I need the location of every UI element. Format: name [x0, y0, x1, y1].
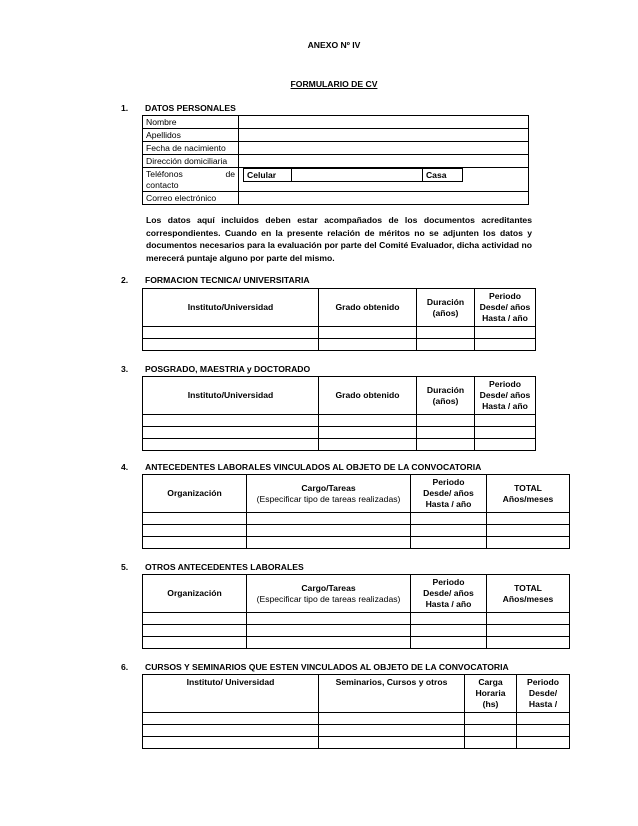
col-duration-line: (años) [432, 395, 459, 406]
table-cell[interactable] [475, 439, 536, 451]
technical-table [142, 288, 536, 351]
table-cell[interactable] [487, 537, 570, 549]
table-cell[interactable] [319, 327, 417, 339]
col-duration-line: (años) [432, 307, 459, 318]
col-period-line: Periodo [432, 577, 465, 587]
table-cell[interactable] [319, 339, 417, 351]
col-period-line: Desde/ años [423, 588, 474, 598]
phones-label-part: de [225, 169, 235, 179]
table-cell[interactable] [411, 613, 487, 625]
table-cell[interactable] [247, 613, 411, 625]
row-label-address: Dirección domiciliaria [143, 155, 239, 168]
table-cell[interactable] [143, 525, 247, 537]
table-cell[interactable] [319, 713, 465, 725]
col-period-line: Hasta / año [482, 313, 528, 323]
section-number: 2. [121, 275, 129, 285]
section-title: OTROS ANTECEDENTES LABORALES [145, 562, 304, 572]
table-cell[interactable] [411, 513, 487, 525]
table-cell[interactable] [465, 713, 517, 725]
form-title: FORMULARIO DE CV [290, 79, 378, 89]
table-cell[interactable] [411, 525, 487, 537]
section-technical-heading [121, 275, 310, 285]
table-cell[interactable] [247, 537, 411, 549]
col-institution: Instituto/ Universidad [143, 675, 319, 713]
table-cell[interactable] [319, 737, 465, 749]
table-cell[interactable] [465, 725, 517, 737]
table-cell[interactable] [417, 327, 475, 339]
col-period-line: Hasta / año [425, 499, 472, 509]
table-cell[interactable] [143, 713, 319, 725]
col-role-line: (Especificar tipo de tareas realizadas) [256, 593, 401, 604]
table-cell[interactable] [143, 415, 319, 427]
row-label-birthdate: Fecha de nacimiento [143, 142, 239, 155]
section-title: ANTECEDENTES LABORALES VINCULADOS AL OBJETO DE LA CONVOCATORIA [145, 462, 482, 472]
table-cell[interactable] [417, 339, 475, 351]
col-role [247, 475, 411, 513]
col-period [411, 575, 487, 613]
work-related-table [142, 474, 570, 549]
col-period-line: Desde/ [528, 688, 558, 698]
courses-table [142, 674, 570, 749]
table-cell[interactable] [247, 525, 411, 537]
birthdate-field[interactable] [239, 142, 529, 155]
row-label-phones [143, 168, 239, 192]
section-title: POSGRADO, MAESTRIA y DOCTORADO [145, 364, 311, 374]
table-cell[interactable] [487, 525, 570, 537]
col-total-line: TOTAL [514, 582, 542, 593]
table-cell[interactable] [143, 613, 247, 625]
col-period-line: Desde/ años [479, 302, 531, 312]
col-institution: Instituto/Universidad [143, 377, 319, 415]
section-number: 3. [121, 364, 129, 374]
table-cell[interactable] [143, 327, 319, 339]
col-period-line: Desde/ años [479, 390, 531, 400]
table-cell[interactable] [319, 427, 417, 439]
table-cell[interactable] [143, 725, 319, 737]
section-title: DATOS PERSONALES [145, 103, 236, 113]
col-period-line: Periodo [527, 677, 559, 687]
col-period-line: Periodo [432, 477, 465, 487]
col-degree: Grado obtenido [319, 377, 417, 415]
table-cell[interactable] [319, 439, 417, 451]
row-label-surname: Apellidos [143, 129, 239, 142]
col-period-line: Periodo [489, 291, 521, 301]
col-total-line: Años/meses [502, 593, 554, 604]
table-cell[interactable] [247, 513, 411, 525]
table-cell[interactable] [143, 537, 247, 549]
table-cell[interactable] [143, 513, 247, 525]
annex-title: ANEXO Nº IV [307, 40, 361, 50]
col-organization: Organización [143, 475, 247, 513]
section-number: 6. [121, 662, 129, 672]
section-number: 5. [121, 562, 129, 572]
col-period [475, 289, 536, 327]
col-duration-line: Duración [426, 384, 465, 395]
col-period-line: Desde/ años [423, 488, 474, 498]
table-cell[interactable] [143, 439, 319, 451]
table-cell[interactable] [143, 637, 247, 649]
mobile-label: Celular [244, 169, 292, 182]
col-duration [417, 289, 475, 327]
table-cell[interactable] [143, 737, 319, 749]
table-cell[interactable] [247, 625, 411, 637]
col-period-line: Hasta / año [425, 599, 472, 609]
table-cell[interactable] [143, 339, 319, 351]
phones-label-part: Teléfonos [146, 169, 183, 179]
col-hours-line: (hs) [482, 699, 499, 709]
section-work-other-heading [121, 562, 304, 572]
surname-field[interactable] [239, 129, 529, 142]
email-field[interactable] [239, 192, 529, 205]
table-cell[interactable] [411, 637, 487, 649]
section-title: FORMACION TECNICA/ UNIVERSITARIA [145, 275, 310, 285]
table-cell[interactable] [487, 625, 570, 637]
table-cell[interactable] [517, 725, 570, 737]
table-cell[interactable] [417, 415, 475, 427]
col-total-line: TOTAL [514, 482, 542, 493]
col-period-line: Hasta / año [482, 401, 528, 411]
table-cell[interactable] [475, 427, 536, 439]
table-cell[interactable] [319, 415, 417, 427]
section-number: 4. [121, 462, 129, 472]
table-cell[interactable] [475, 339, 536, 351]
col-period [475, 377, 536, 415]
col-duration-line: Duración [426, 296, 465, 307]
col-period-line: Hasta / [528, 699, 558, 709]
table-cell[interactable] [475, 415, 536, 427]
table-cell[interactable] [417, 439, 475, 451]
personal-data-table [142, 115, 529, 205]
col-hours-line: Horaria [475, 688, 506, 698]
col-role-line: (Especificar tipo de tareas realizadas) [256, 493, 401, 504]
table-cell[interactable] [487, 637, 570, 649]
address-field[interactable] [239, 155, 529, 168]
col-institution: Instituto/Universidad [143, 289, 319, 327]
home-label: Casa [422, 169, 462, 182]
section-number: 1. [121, 103, 129, 113]
col-hours-line: Carga [478, 677, 503, 687]
table-cell[interactable] [487, 613, 570, 625]
col-period [411, 475, 487, 513]
table-cell[interactable] [517, 713, 570, 725]
col-role [247, 575, 411, 613]
section-personal-heading [121, 103, 236, 113]
row-label-name: Nombre [143, 116, 239, 129]
table-cell[interactable] [465, 737, 517, 749]
table-cell[interactable] [517, 737, 570, 749]
col-duration [417, 377, 475, 415]
table-cell[interactable] [319, 725, 465, 737]
postgrad-table [142, 376, 536, 451]
table-cell[interactable] [417, 427, 475, 439]
name-field[interactable] [239, 116, 529, 129]
table-cell[interactable] [487, 513, 570, 525]
col-period [517, 675, 570, 713]
col-total [487, 575, 570, 613]
col-total-line: Años/meses [502, 493, 554, 504]
col-total [487, 475, 570, 513]
phones-label-part: contacto [146, 180, 179, 190]
work-other-table [142, 574, 570, 649]
col-role-line: Cargo/Tareas [301, 482, 356, 493]
row-label-email: Correo electrónico [143, 192, 239, 205]
table-cell[interactable] [411, 625, 487, 637]
table-cell[interactable] [143, 427, 319, 439]
col-seminars: Seminarios, Cursos y otros [319, 675, 465, 713]
section-title: CURSOS Y SEMINARIOS QUE ESTEN VINCULADOS AL OBJETO DE LA CONVOCATORIA [145, 662, 509, 672]
phones-cell [239, 168, 529, 192]
col-organization: Organización [143, 575, 247, 613]
col-role-line: Cargo/Tareas [301, 582, 356, 593]
col-hours [465, 675, 517, 713]
table-cell[interactable] [247, 637, 411, 649]
table-cell[interactable] [411, 537, 487, 549]
col-degree: Grado obtenido [319, 289, 417, 327]
table-cell[interactable] [143, 625, 247, 637]
col-period-line: Periodo [489, 379, 521, 389]
section-courses-heading [121, 662, 509, 672]
mobile-field[interactable] [292, 169, 423, 182]
personal-note: Los datos aquí incluidos deben estar acompañados de los documentos acreditantes correspondientes. Cuando en la presente relación de méritos no se adjunten los datos y documentos necesarios para la evaluación por parte del Comité Evaluador, dicha actividad no merecerá puntaje alguno por parte del mismo. [146, 215, 532, 263]
table-cell[interactable] [475, 327, 536, 339]
section-work-related-heading [121, 462, 481, 472]
section-postgrad-heading [121, 364, 310, 374]
